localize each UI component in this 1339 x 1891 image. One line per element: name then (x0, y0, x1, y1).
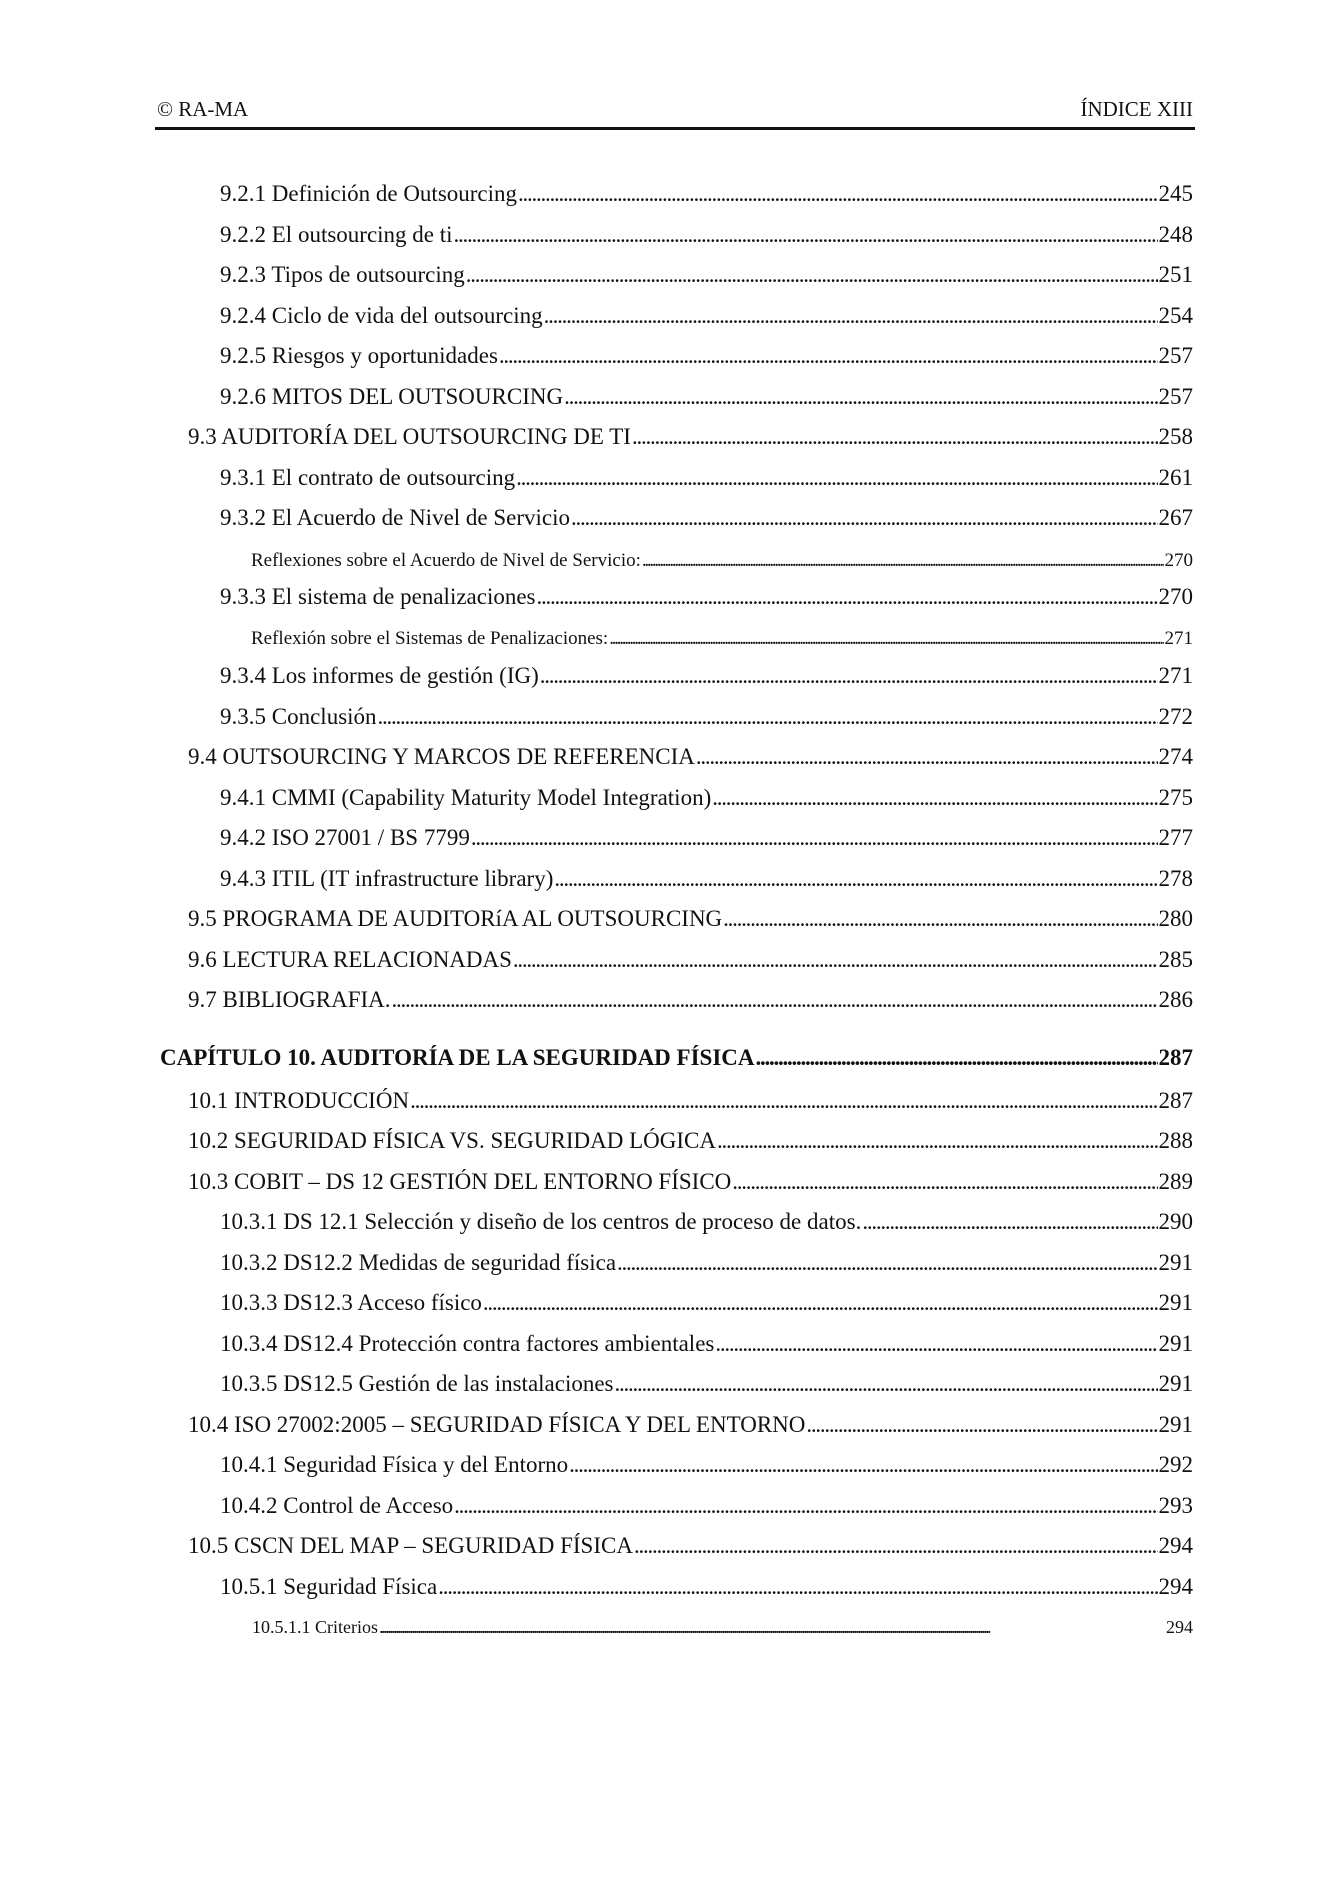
dot-leader (410, 1088, 1157, 1114)
toc-entry-page: 257 (1158, 384, 1193, 409)
toc-entry-label: 9.3 AUDITORÍA DEL OUTSOURCING DE TI (188, 424, 631, 449)
toc-entry-label: 9.4.3 ITIL (IT infrastructure library) (220, 866, 554, 891)
toc-entry-label: 9.3.1 El contrato de outsourcing (220, 465, 516, 490)
toc-entry-label: 9.2.3 Tipos de outsourcing (220, 262, 465, 287)
dot-leader (634, 1533, 1158, 1559)
toc-entry-page: 291 (1158, 1331, 1193, 1356)
toc-entry-page: 272 (1158, 704, 1193, 729)
toc-entry[interactable] (188, 906, 1193, 932)
dot-leader (723, 906, 1157, 932)
toc-entry-label: 10.4.2 Control de Acceso (220, 1493, 454, 1518)
toc-chapter-page: 287 (1158, 1045, 1193, 1070)
toc-entry[interactable] (188, 1088, 1193, 1114)
toc-entry[interactable] (188, 424, 1193, 450)
toc-entry-page: 267 (1158, 505, 1193, 530)
dot-leader (569, 1452, 1157, 1478)
dot-leader (379, 1617, 1165, 1638)
toc-entry-label: 10.2 SEGURIDAD FÍSICA VS. SEGURIDAD LÓGICA (188, 1128, 716, 1153)
toc-entry[interactable] (251, 628, 1193, 650)
toc-entry[interactable] (220, 704, 1193, 730)
dot-leader (540, 663, 1158, 689)
dot-leader (466, 262, 1158, 288)
toc-entry[interactable] (220, 663, 1193, 689)
dot-leader (615, 1371, 1158, 1397)
toc-entry-label: Reflexiones sobre el Acuerdo de Nivel de Servicio: (251, 550, 641, 571)
dot-leader (564, 384, 1157, 410)
toc-entry[interactable] (220, 343, 1193, 369)
dot-leader (454, 222, 1158, 248)
toc-entry-label: 10.5 CSCN DEL MAP – SEGURIDAD FÍSICA (188, 1533, 633, 1558)
dot-leader (544, 303, 1158, 329)
toc-entry-page: 278 (1158, 866, 1193, 891)
running-title: ÍNDICE XIII (1080, 97, 1193, 121)
toc-entry-page: 286 (1158, 987, 1193, 1012)
dot-leader (715, 1331, 1157, 1357)
toc-entry[interactable] (220, 222, 1193, 248)
toc-entry-label: 10.4.1 Seguridad Física y del Entorno (220, 1452, 569, 1477)
toc-entry-page: 294 (1158, 1533, 1193, 1558)
toc-entry-label: 9.2.6 MITOS DEL OUTSOURCING (220, 384, 564, 409)
toc-entry[interactable] (188, 987, 1193, 1013)
toc-entry[interactable] (220, 1290, 1193, 1316)
toc-entry-page: 293 (1158, 1493, 1193, 1518)
toc-entry-label: 9.6 LECTURA RELACIONADAS (188, 947, 512, 972)
dot-leader (483, 1290, 1158, 1316)
toc-entry-page: 270 (1164, 550, 1193, 571)
toc-entry-label: 9.5 PROGRAMA DE AUDITORíA AL OUTSOURCING (188, 906, 723, 931)
dot-leader (632, 424, 1158, 450)
toc-entry-page: 285 (1158, 947, 1193, 972)
toc-entry[interactable] (220, 785, 1193, 811)
dot-leader (609, 628, 1163, 650)
toc-entry-page: 274 (1158, 744, 1193, 769)
dot-leader (617, 1250, 1157, 1276)
dot-leader (471, 825, 1158, 851)
toc-entry-page: 271 (1158, 663, 1193, 688)
toc-entry-label: 9.7 BIBLIOGRAFIA. (188, 987, 391, 1012)
dot-leader (696, 744, 1158, 770)
toc-entry-label: 9.3.5 Conclusión (220, 704, 377, 729)
toc-entry-label: 10.5.1.1 Criterios (252, 1617, 378, 1637)
toc-entry-label: 10.1 INTRODUCCIÓN (188, 1088, 410, 1113)
toc-entry[interactable] (220, 584, 1193, 610)
toc-entry-label: 9.3.4 Los informes de gestión (IG) (220, 663, 539, 688)
dot-leader (518, 181, 1157, 207)
toc-entry-page: 291 (1158, 1250, 1193, 1275)
toc-entry-page: 292 (1158, 1452, 1193, 1477)
toc-entry[interactable] (220, 1371, 1193, 1397)
toc-entry[interactable] (251, 550, 1193, 572)
toc-entry-page: 280 (1158, 906, 1193, 931)
toc-entry-label: 10.3.1 DS 12.1 Selección y diseño de los centros de proceso de datos. (220, 1209, 862, 1234)
toc-entry-page: 275 (1158, 785, 1193, 810)
toc-entry-page: 271 (1164, 628, 1193, 649)
toc-entry-page: 291 (1158, 1412, 1193, 1437)
toc-entry-label: 9.4.2 ISO 27001 / BS 7799 (220, 825, 470, 850)
toc-entry[interactable] (188, 744, 1193, 770)
toc-entry[interactable] (220, 303, 1193, 329)
toc-entry[interactable] (252, 1617, 1193, 1638)
toc-entry[interactable] (188, 947, 1193, 973)
toc-entry-page: 291 (1158, 1290, 1193, 1315)
toc-entry-label: 10.4 ISO 27002:2005 – SEGURIDAD FÍSICA Y DEL ENTORNO (188, 1412, 806, 1437)
dot-leader (806, 1412, 1157, 1438)
toc-entry-page: 294 (1166, 1617, 1193, 1637)
toc-entry-page: 277 (1158, 825, 1193, 850)
toc-entry-page: 294 (1158, 1574, 1193, 1599)
dot-leader (862, 1209, 1157, 1235)
toc-entry-page: 287 (1158, 1088, 1193, 1113)
toc-entry-page: 261 (1158, 465, 1193, 490)
toc-entry[interactable] (220, 465, 1193, 491)
dot-leader (516, 465, 1157, 491)
toc-entry-page: 251 (1158, 262, 1193, 287)
page-header (155, 97, 1195, 130)
toc-chapter-label: CAPÍTULO 10. AUDITORÍA DE LA SEGURIDAD FÍSICA (160, 1045, 755, 1070)
dot-leader (756, 1045, 1158, 1071)
toc-entry-label: Reflexión sobre el Sistemas de Penalizaciones: (251, 628, 609, 649)
toc-entry-label: 9.4.1 CMMI (Capability Maturity Model Integration) (220, 785, 712, 810)
toc-entry-page: 254 (1158, 303, 1193, 328)
toc-entry-page: 290 (1158, 1209, 1193, 1234)
toc-entry-page: 270 (1158, 584, 1193, 609)
toc-entry-page: 248 (1158, 222, 1193, 247)
toc-entry[interactable] (220, 505, 1193, 531)
toc-entry-page: 258 (1158, 424, 1193, 449)
toc-entry[interactable] (220, 866, 1193, 892)
toc-entry[interactable] (220, 1209, 1193, 1235)
toc-entry-label: 9.2.1 Definición de Outsourcing (220, 181, 518, 206)
toc-entry-page: 245 (1158, 181, 1193, 206)
toc-entry[interactable] (220, 1452, 1193, 1478)
toc-chapter-entry[interactable] (160, 1045, 1193, 1071)
publisher-mark: © RA-MA (157, 97, 249, 121)
dot-leader (537, 584, 1158, 610)
toc-entry-label: 9.3.2 El Acuerdo de Nivel de Servicio (220, 505, 571, 530)
toc-entry-label: 10.5.1 Seguridad Física (220, 1574, 438, 1599)
dot-leader (392, 987, 1158, 1013)
toc-entry[interactable] (220, 825, 1193, 851)
toc-entry-page: 257 (1158, 343, 1193, 368)
toc-entry-page: 289 (1158, 1169, 1193, 1194)
dot-leader (438, 1574, 1157, 1600)
toc-entry[interactable] (220, 262, 1193, 288)
toc-entry-label: 9.2.4 Ciclo de vida del outsourcing (220, 303, 543, 328)
dot-leader (712, 785, 1157, 811)
toc-entry[interactable] (220, 181, 1193, 207)
toc-entry[interactable] (220, 384, 1193, 410)
dot-leader (642, 550, 1164, 572)
toc-entry[interactable] (188, 1533, 1193, 1559)
toc-entry-page: 291 (1158, 1371, 1193, 1396)
dot-leader (513, 947, 1158, 973)
dot-leader (454, 1493, 1157, 1519)
dot-leader (732, 1169, 1157, 1195)
toc-entry[interactable] (220, 1574, 1193, 1600)
dot-leader (378, 704, 1158, 730)
toc-entry[interactable] (220, 1493, 1193, 1519)
dot-leader (499, 343, 1158, 369)
toc-entry[interactable] (188, 1169, 1193, 1195)
dot-leader (554, 866, 1157, 892)
toc-entry-label: 10.3.4 DS12.4 Protección contra factores ambientales (220, 1331, 715, 1356)
toc-entry-label: 9.4 OUTSOURCING Y MARCOS DE REFERENCIA (188, 744, 695, 769)
toc-entry-label: 10.3 COBIT – DS 12 GESTIÓN DEL ENTORNO FÍSICO (188, 1169, 732, 1194)
dot-leader (717, 1128, 1158, 1154)
toc-entry[interactable] (188, 1412, 1193, 1438)
toc-entry-label: 10.3.5 DS12.5 Gestión de las instalaciones (220, 1371, 614, 1396)
toc-entry-page: 288 (1158, 1128, 1193, 1153)
toc-entry[interactable] (188, 1128, 1193, 1154)
toc-entry-label: 9.3.3 El sistema de penalizaciones (220, 584, 536, 609)
toc-entry-label: 9.2.2 El outsourcing de ti (220, 222, 453, 247)
toc-entry-label: 9.2.5 Riesgos y oportunidades (220, 343, 498, 368)
toc-entry-label: 10.3.3 DS12.3 Acceso físico (220, 1290, 482, 1315)
toc-entry-label: 10.3.2 DS12.2 Medidas de seguridad física (220, 1250, 617, 1275)
dot-leader (571, 505, 1157, 531)
toc-entry[interactable] (220, 1331, 1193, 1357)
toc-entry[interactable] (220, 1250, 1193, 1276)
